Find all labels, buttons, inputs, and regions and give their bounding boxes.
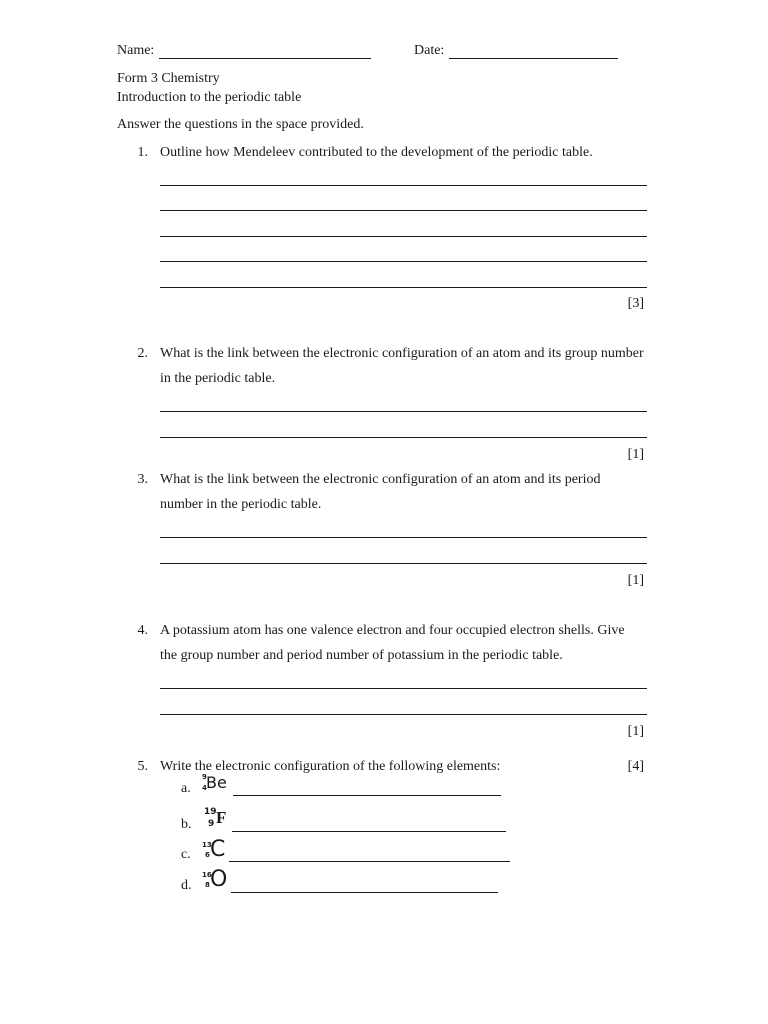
marks-label: [4] <box>627 759 644 774</box>
answer-line[interactable] <box>231 892 498 893</box>
nuclide-f: 19 9 F <box>204 807 227 829</box>
answer-line[interactable] <box>160 236 647 237</box>
answer-line[interactable] <box>229 861 510 862</box>
name-label: Name: <box>117 43 155 58</box>
question-text: Outline how Mendeleev contributed to the development of the periodic table. <box>160 145 593 160</box>
question-number: 4. <box>137 623 148 638</box>
answer-line[interactable] <box>160 563 647 564</box>
answer-line[interactable] <box>160 261 647 262</box>
question-text: the group number and period number of potassium in the periodic table. <box>160 648 563 663</box>
question-text: A potassium atom has one valence electron and four occupied electron shells. Give <box>160 623 625 638</box>
instructions: Answer the questions in the space provided. <box>117 117 364 132</box>
answer-line[interactable] <box>160 688 647 689</box>
nuclide-o: 16 8 O <box>202 867 228 892</box>
item-letter: a. <box>181 781 191 796</box>
question-number: 5. <box>137 759 148 774</box>
item-letter: c. <box>181 847 191 862</box>
marks-label: [1] <box>627 724 644 739</box>
question-number: 1. <box>137 145 148 160</box>
answer-line[interactable] <box>232 831 506 832</box>
item-letter: b. <box>181 817 192 832</box>
answer-line[interactable] <box>160 537 647 538</box>
question-number: 2. <box>137 346 148 361</box>
question-text: in the periodic table. <box>160 371 276 386</box>
date-label: Date: <box>414 43 445 58</box>
topic-title: Introduction to the periodic table <box>117 90 302 105</box>
nuclide-c: 13 6 C <box>202 837 226 862</box>
date-blank[interactable] <box>449 58 618 59</box>
nuclide-be: 9 4 Be <box>202 773 227 792</box>
course-title: Form 3 Chemistry <box>117 71 220 86</box>
answer-line[interactable] <box>160 210 647 211</box>
question-text: What is the link between the electronic configuration of an atom and its group number <box>160 346 644 361</box>
answer-line[interactable] <box>160 714 647 715</box>
answer-line[interactable] <box>160 287 647 288</box>
name-blank[interactable] <box>159 58 371 59</box>
question-text: number in the periodic table. <box>160 497 322 512</box>
answer-line[interactable] <box>233 795 501 796</box>
answer-line[interactable] <box>160 185 647 186</box>
answer-line[interactable] <box>160 411 647 412</box>
marks-label: [3] <box>627 296 644 311</box>
question-text: What is the link between the electronic configuration of an atom and its period <box>160 472 601 487</box>
marks-label: [1] <box>627 447 644 462</box>
item-letter: d. <box>181 878 192 893</box>
question-number: 3. <box>137 472 148 487</box>
answer-line[interactable] <box>160 437 647 438</box>
question-text: Write the electronic configuration of the following elements: <box>160 759 501 774</box>
marks-label: [1] <box>627 573 644 588</box>
